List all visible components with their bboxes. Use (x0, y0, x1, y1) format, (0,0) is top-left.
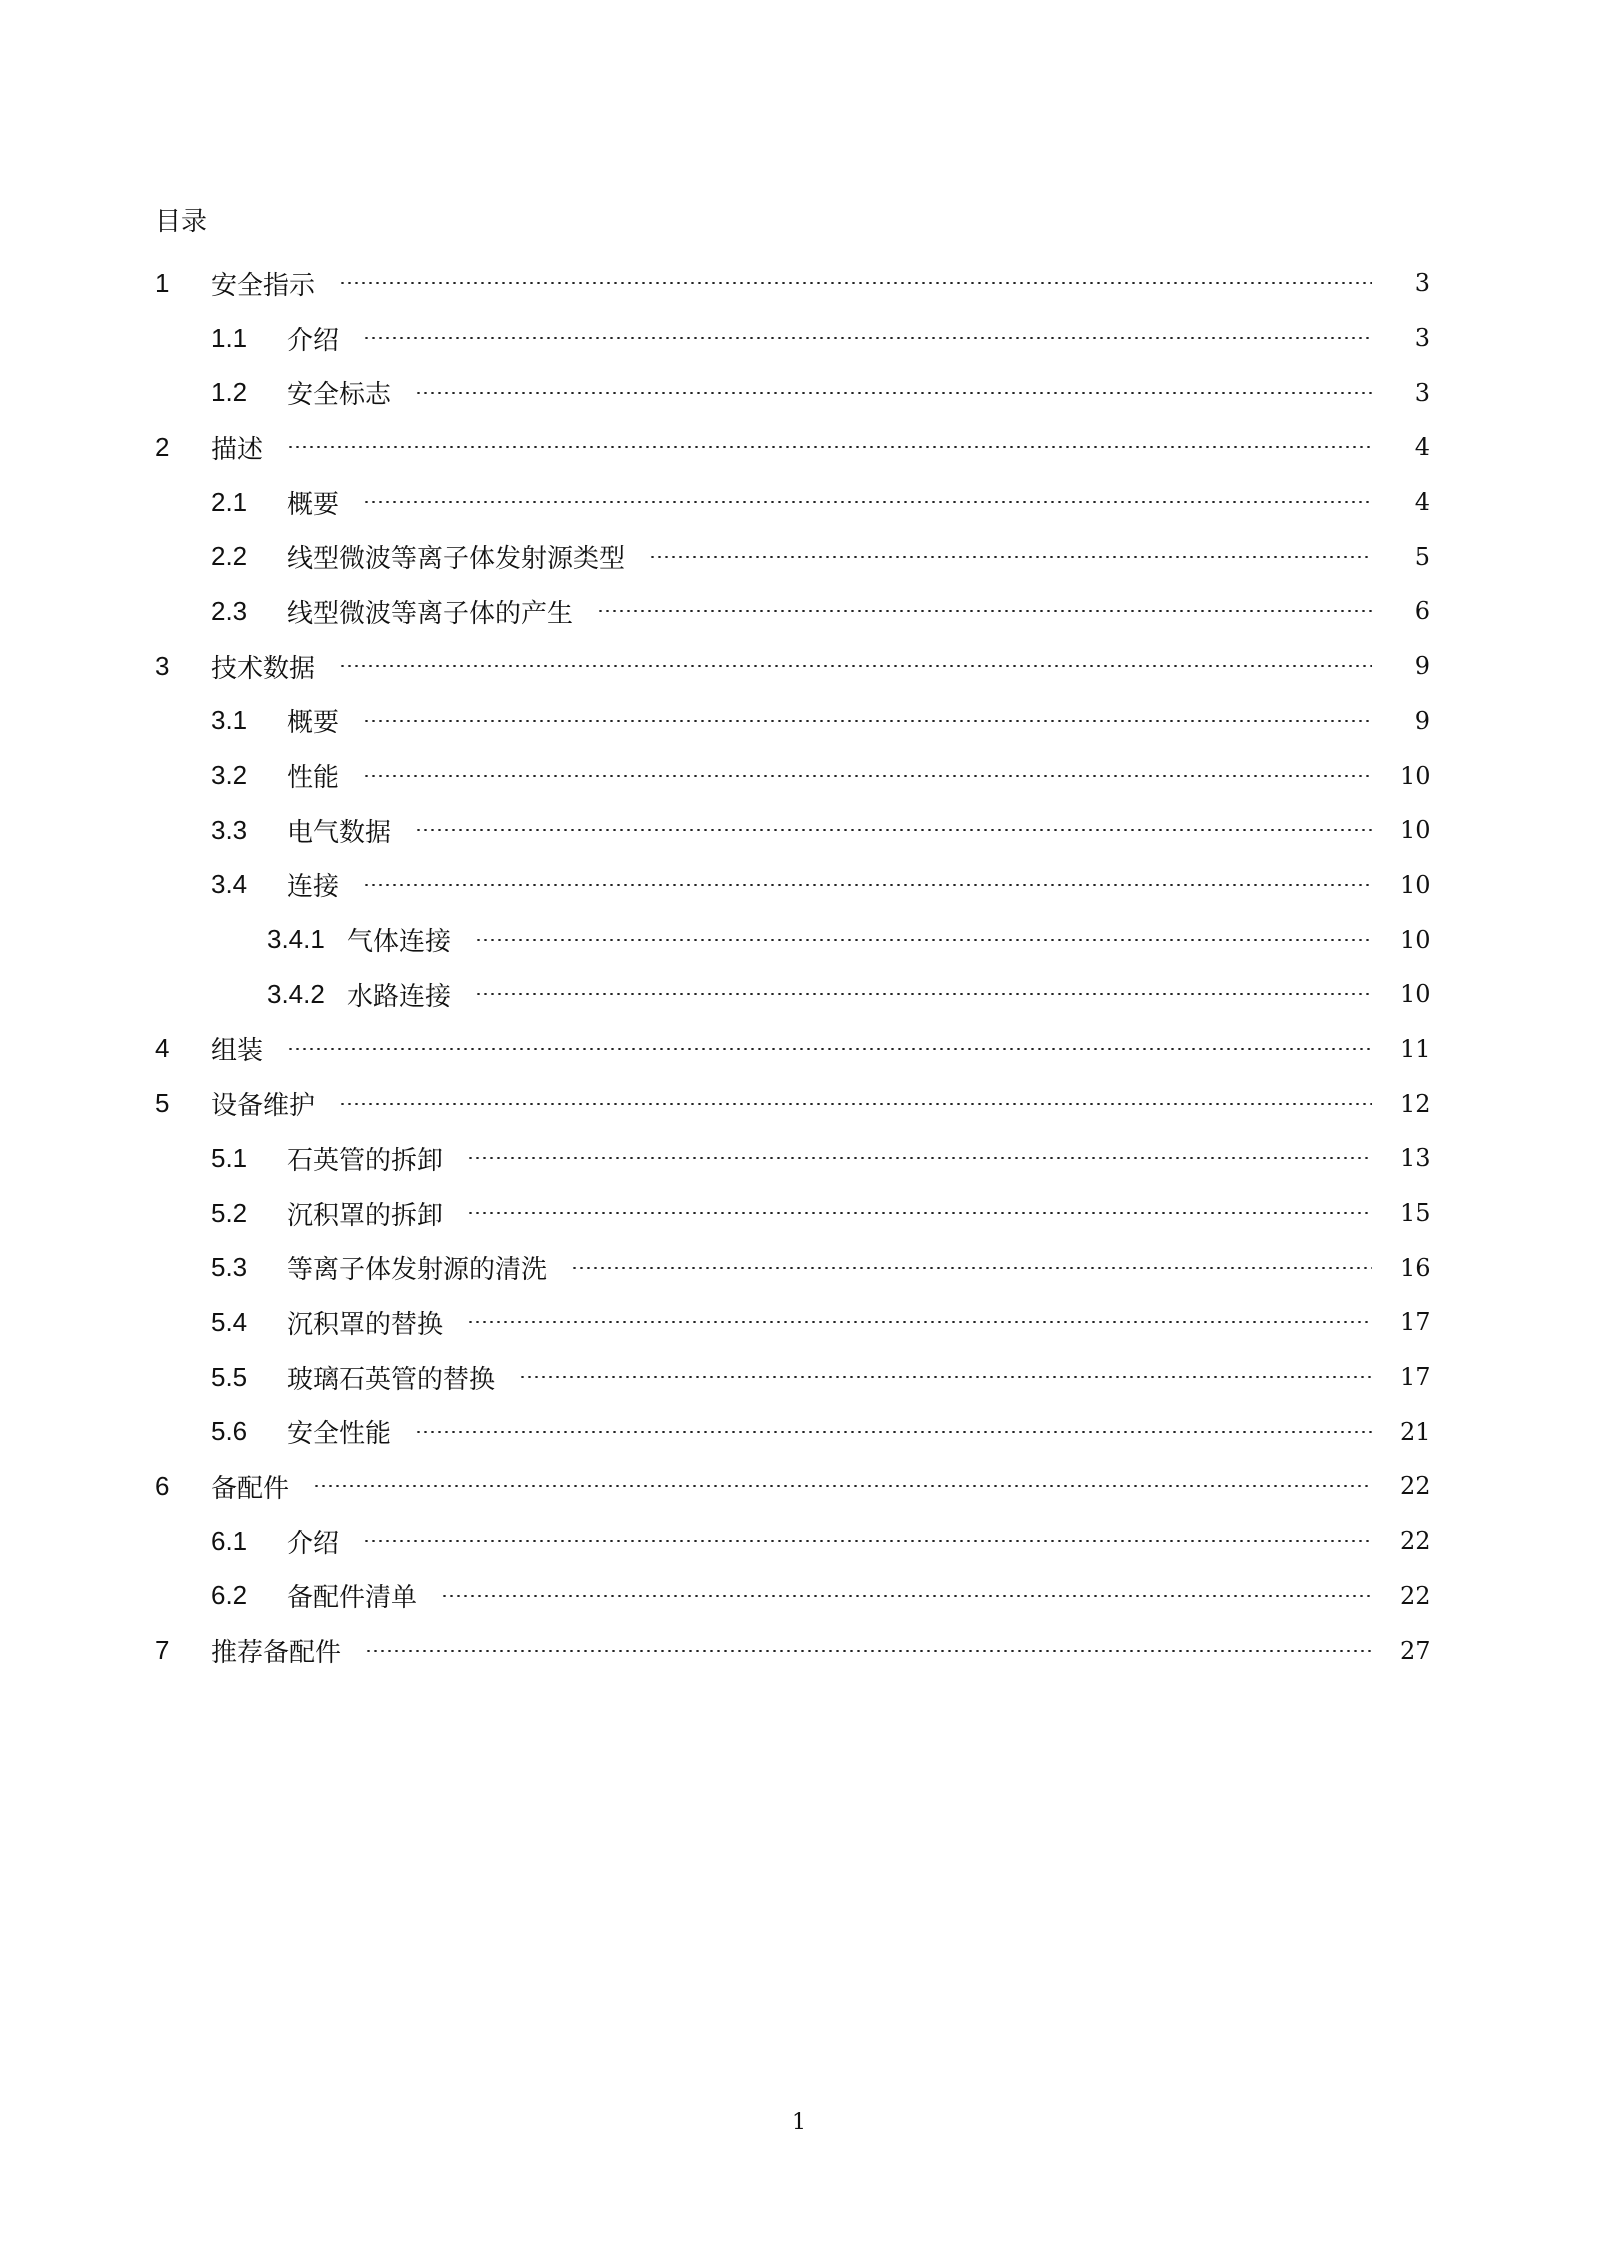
toc-entry-number: 5.5 (211, 1361, 248, 1392)
toc-entry-page: 10 (1400, 761, 1431, 790)
toc-entry[interactable] (155, 1295, 1430, 1350)
toc-entry-page: 10 (1400, 870, 1431, 899)
toc-entry-title: 安全指示 (211, 270, 316, 301)
dot-leader (339, 282, 1372, 284)
toc-entry[interactable] (155, 694, 1430, 749)
toc-entry[interactable] (155, 967, 1430, 1022)
toc-entry-number: 5 (155, 1088, 170, 1119)
toc-entry-number: 3.3 (211, 814, 248, 845)
dot-leader (467, 1321, 1372, 1323)
toc-entry-number: 5.1 (211, 1142, 248, 1173)
toc-entry[interactable] (155, 584, 1430, 639)
toc-entry-page: 10 (1400, 925, 1431, 954)
dot-leader (519, 1376, 1372, 1378)
dot-leader (363, 1540, 1372, 1542)
dot-leader (363, 720, 1372, 722)
dot-leader (339, 665, 1372, 667)
toc-entry-page: 3 (1414, 324, 1430, 353)
toc-entry-page: 11 (1400, 1034, 1431, 1063)
toc-entry-page: 27 (1400, 1636, 1431, 1665)
toc-entry-number: 3 (155, 650, 170, 681)
toc-entry-page: 9 (1414, 652, 1430, 681)
toc-entry-title: 沉积罩的替换 (287, 1309, 444, 1340)
toc-entry-title: 推荐备配件 (211, 1638, 342, 1669)
toc-entry[interactable] (155, 858, 1430, 913)
toc-entry-title: 等离子体发射源的清洗 (287, 1255, 548, 1286)
toc-entry[interactable] (155, 1131, 1430, 1186)
dot-leader (287, 446, 1372, 448)
toc-entry[interactable] (155, 1240, 1430, 1295)
toc-entry-page: 13 (1400, 1144, 1431, 1173)
toc-entry-number: 4 (155, 1033, 170, 1064)
toc-entry[interactable] (155, 1623, 1430, 1678)
toc-entry-number: 1.1 (211, 322, 248, 353)
toc-entry[interactable] (155, 1514, 1430, 1569)
toc-entry-page: 22 (1400, 1527, 1431, 1556)
dot-leader (363, 501, 1372, 503)
dot-leader (415, 392, 1372, 394)
toc-entry-number: 2.2 (211, 541, 248, 572)
toc-entry-title: 玻璃石英管的替换 (287, 1364, 496, 1395)
toc-entry-number: 5.2 (211, 1197, 248, 1228)
toc-entry-page: 12 (1400, 1089, 1431, 1118)
toc-entry[interactable] (155, 529, 1430, 584)
toc-entry-title: 描述 (211, 434, 264, 465)
toc-entry-page: 4 (1414, 488, 1430, 517)
toc-entry[interactable] (155, 639, 1430, 694)
toc-entry[interactable] (155, 748, 1430, 803)
dot-leader (597, 610, 1372, 612)
toc-entry-page: 10 (1400, 980, 1431, 1009)
toc-entry-page: 17 (1400, 1363, 1431, 1392)
dot-leader (363, 775, 1372, 777)
toc-entry-number: 7 (155, 1635, 170, 1666)
dot-leader (365, 1650, 1372, 1652)
toc-entry-number: 3.4 (211, 869, 248, 900)
toc-entry[interactable] (155, 1076, 1430, 1131)
toc-entry-number: 3.1 (211, 705, 248, 736)
toc-entry-page: 17 (1400, 1308, 1431, 1337)
page-number: 1 (792, 2110, 806, 2135)
dot-leader (649, 556, 1372, 558)
toc-entry-number: 3.2 (211, 760, 248, 791)
dot-leader (339, 1103, 1372, 1105)
dot-leader (363, 337, 1372, 339)
toc-entry-title: 设备维护 (211, 1091, 316, 1122)
toc-entry-number: 6 (155, 1470, 170, 1501)
dot-leader (467, 1157, 1372, 1159)
toc-entry-number: 3.4.2 (267, 978, 325, 1009)
toc-entry[interactable] (155, 803, 1430, 858)
toc-entry[interactable] (155, 256, 1430, 311)
toc-entry-title: 性能 (287, 763, 340, 794)
toc-entry-title: 备配件 (211, 1473, 290, 1504)
dot-leader (363, 884, 1372, 886)
toc-entry-title: 连接 (287, 872, 340, 903)
toc-entry-number: 1 (155, 267, 170, 298)
toc-entry-page: 3 (1414, 269, 1430, 298)
toc-entry-number: 5.3 (211, 1252, 248, 1283)
table-of-contents (155, 256, 1430, 1678)
toc-entry-title: 安全性能 (287, 1419, 392, 1450)
toc-entry[interactable] (155, 1459, 1430, 1514)
toc-entry-page: 16 (1400, 1253, 1431, 1282)
toc-entry-number: 6.1 (211, 1525, 248, 1556)
toc-entry[interactable] (155, 912, 1430, 967)
toc-entry-page: 21 (1400, 1417, 1431, 1446)
toc-entry-title: 线型微波等离子体发射源类型 (287, 544, 626, 575)
toc-entry-title: 石英管的拆卸 (287, 1145, 444, 1176)
toc-entry[interactable] (155, 1350, 1430, 1405)
dot-leader (415, 1431, 1372, 1433)
dot-leader (571, 1267, 1372, 1269)
dot-leader (287, 1048, 1372, 1050)
toc-entry[interactable] (155, 1404, 1430, 1459)
toc-entry-number: 2.1 (211, 486, 248, 517)
toc-entry-page: 10 (1400, 816, 1431, 845)
toc-entry[interactable] (155, 1186, 1430, 1241)
toc-entry[interactable] (155, 420, 1430, 475)
toc-entry-page: 9 (1414, 706, 1430, 735)
toc-title: 目录 (155, 207, 208, 237)
toc-entry[interactable] (155, 365, 1430, 420)
toc-entry-title: 介绍 (287, 325, 340, 356)
toc-entry-title: 电气数据 (287, 817, 392, 848)
toc-entry-title: 概要 (287, 708, 340, 739)
toc-entry-page: 4 (1414, 433, 1430, 462)
toc-entry-page: 22 (1400, 1581, 1431, 1610)
dot-leader (475, 993, 1372, 995)
toc-entry-number: 5.4 (211, 1306, 248, 1337)
toc-entry[interactable] (155, 311, 1430, 366)
toc-entry-page: 22 (1400, 1472, 1431, 1501)
toc-entry-title: 技术数据 (211, 653, 316, 684)
toc-entry-title: 介绍 (287, 1528, 340, 1559)
toc-entry-page: 5 (1414, 542, 1430, 571)
dot-leader (467, 1212, 1372, 1214)
toc-entry-number: 2.3 (211, 595, 248, 626)
dot-leader (441, 1595, 1372, 1597)
toc-entry-title: 线型微波等离子体的产生 (287, 598, 574, 629)
dot-leader (313, 1485, 1372, 1487)
toc-entry-title: 沉积罩的拆卸 (287, 1200, 444, 1231)
toc-entry-number: 5.6 (211, 1416, 248, 1447)
toc-entry-number: 6.2 (211, 1580, 248, 1611)
toc-entry-title: 概要 (287, 489, 340, 520)
toc-entry-number: 2 (155, 431, 170, 462)
toc-entry-title: 备配件清单 (287, 1583, 418, 1614)
toc-entry-page: 3 (1414, 378, 1430, 407)
toc-entry-title: 组装 (211, 1036, 264, 1067)
toc-entry-page: 6 (1414, 597, 1430, 626)
toc-entry[interactable] (155, 1022, 1430, 1077)
dot-leader (475, 939, 1372, 941)
dot-leader (415, 829, 1372, 831)
toc-entry-number: 1.2 (211, 377, 248, 408)
toc-entry-title: 水路连接 (347, 981, 452, 1012)
toc-entry-title: 安全标志 (287, 380, 392, 411)
toc-entry[interactable] (155, 475, 1430, 530)
toc-entry-page: 15 (1400, 1199, 1431, 1228)
toc-entry-title: 气体连接 (347, 927, 452, 958)
toc-entry-number: 3.4.1 (267, 924, 325, 955)
toc-entry[interactable] (155, 1569, 1430, 1624)
